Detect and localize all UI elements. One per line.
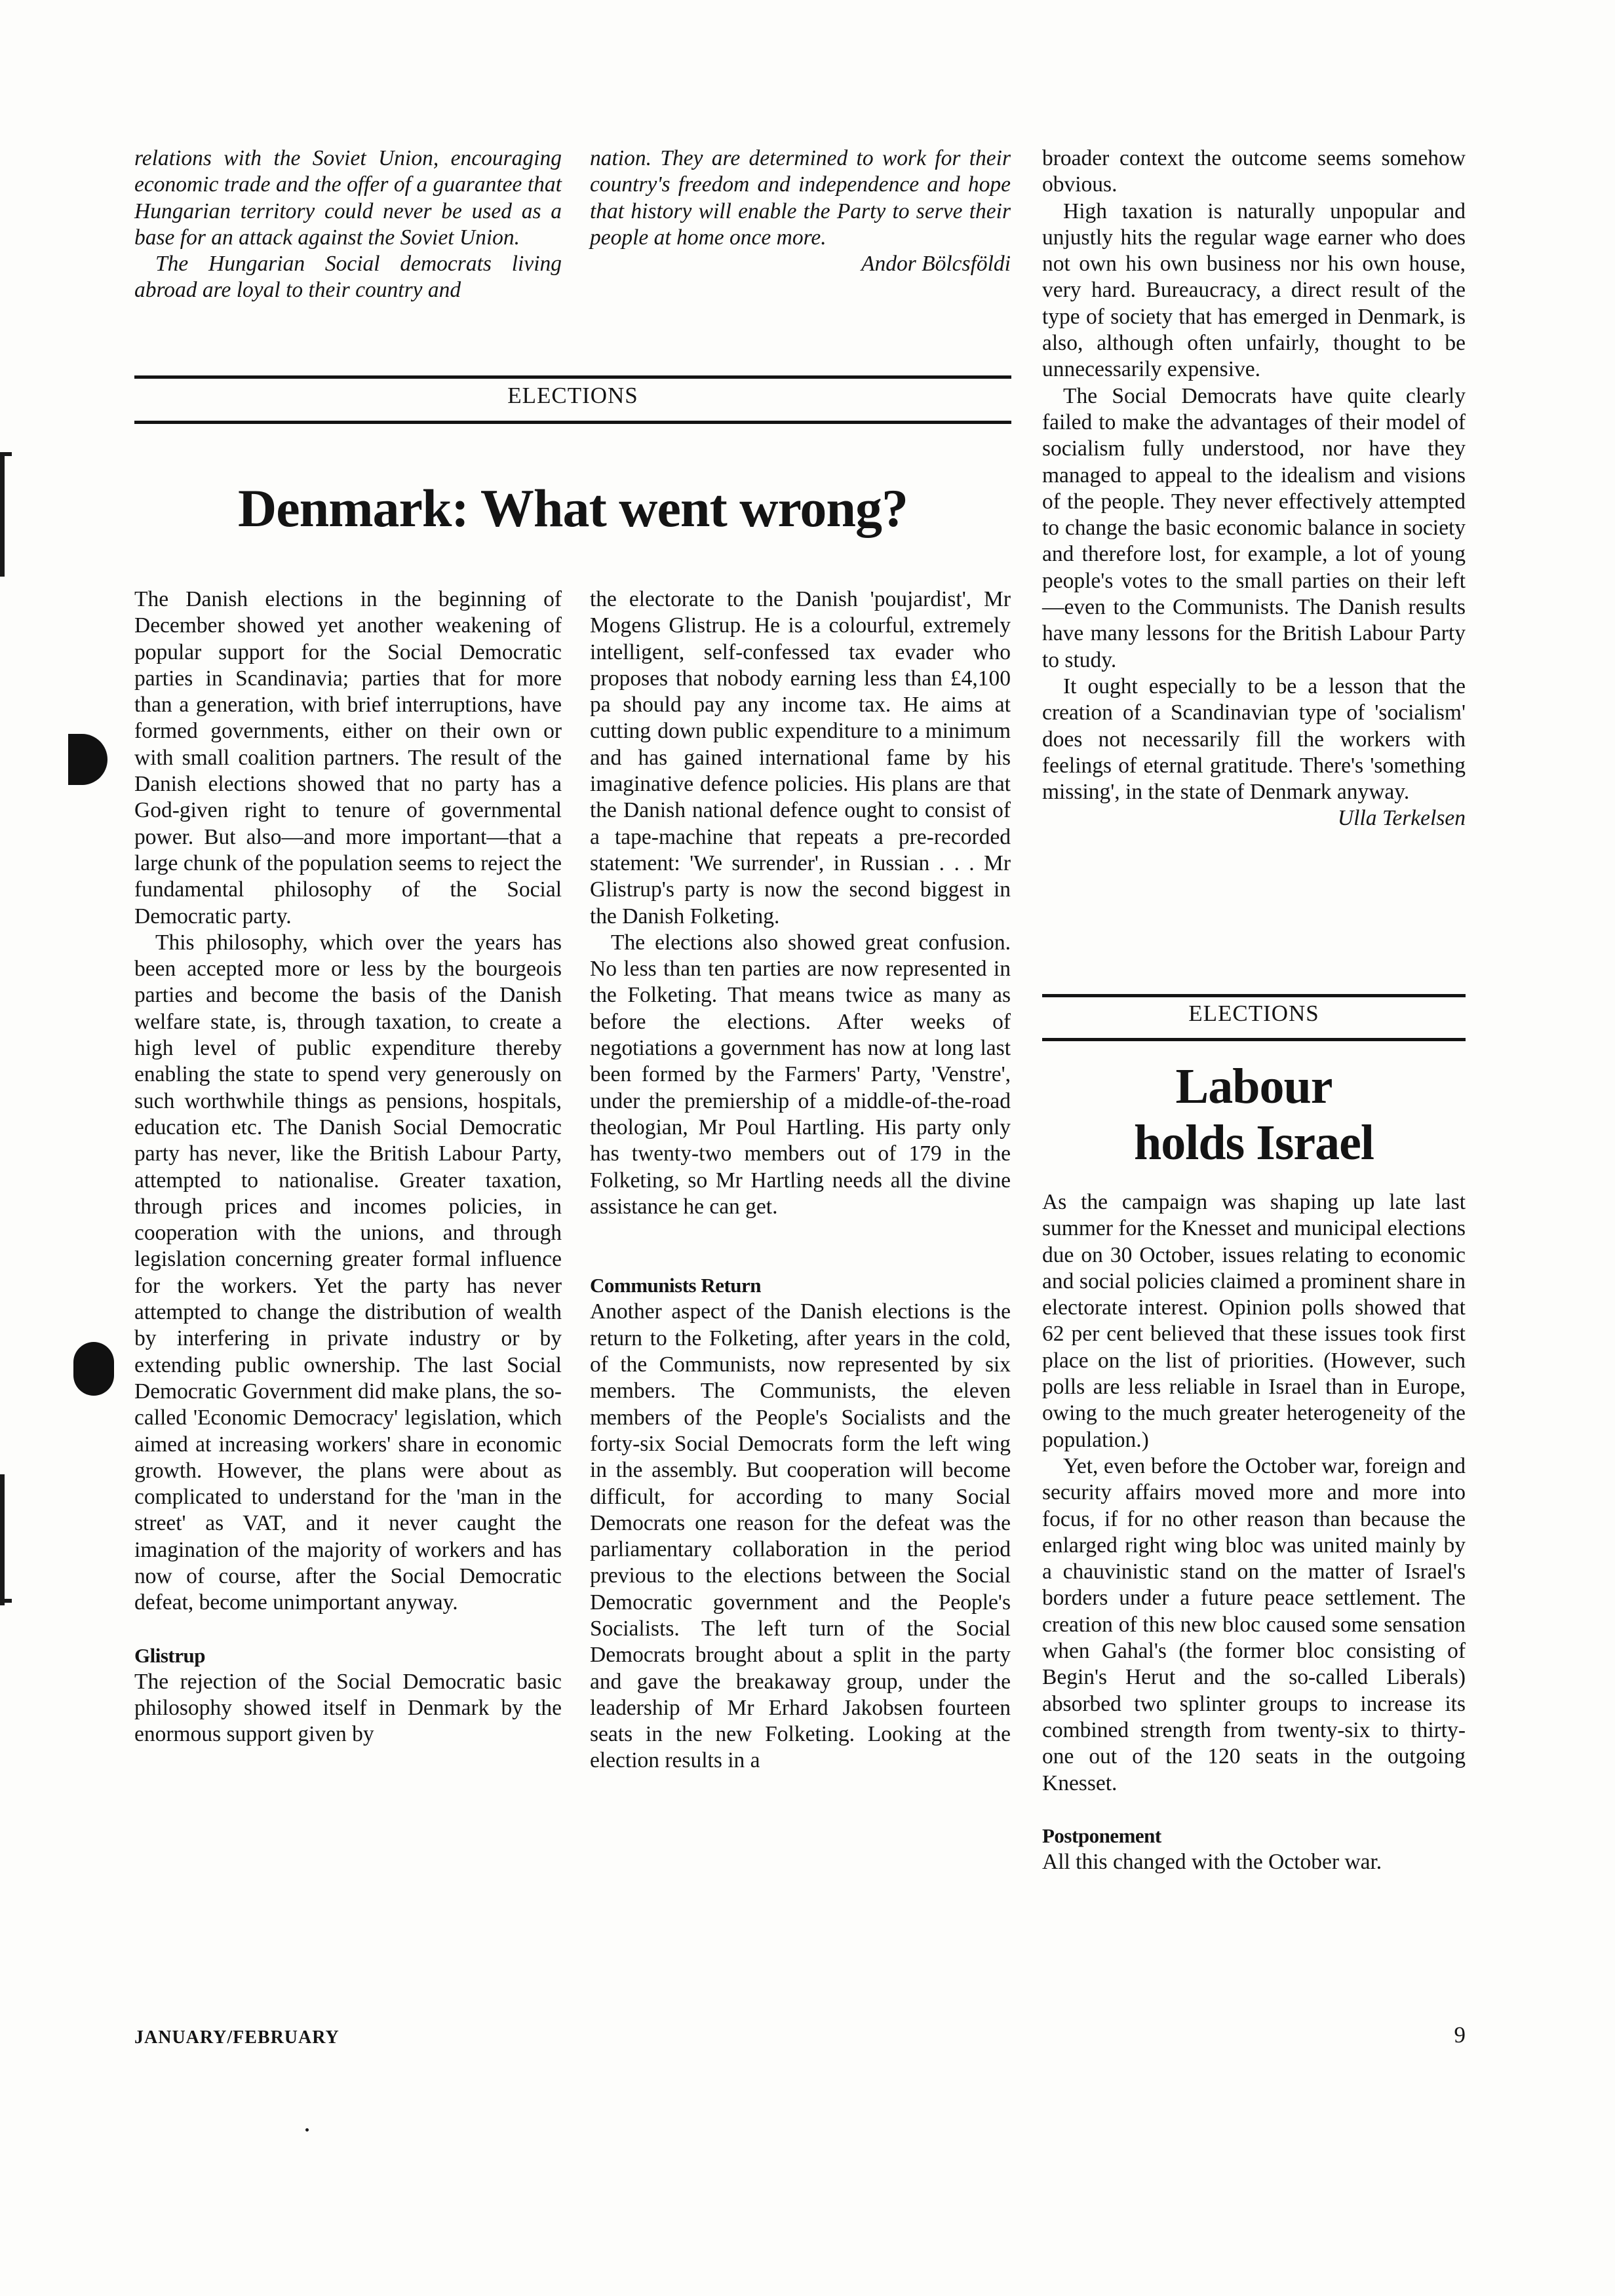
israel-headline-line-1: Labour [1175, 1059, 1333, 1114]
top-column-2 [590, 145, 1011, 277]
top-col2-para-1: nation. They are determined to work for their country's freedom and independence and hope that history will enable the Party to serve their people at home once more. [590, 146, 1011, 250]
binding-tick-bottom [0, 1599, 12, 1603]
israel-rule-bottom [1042, 1038, 1466, 1041]
denmark-rule-bottom [134, 421, 1011, 424]
denmark-headline: Denmark: What went wrong? [237, 478, 908, 538]
denmark-col2-para-3: Another aspect of the Danish elections is the return to the Folketing, after years in the cold, of the Communists, now represented by six members. The Communists, the eleven members of the People's Socialists and the forty-six Social Democrats form the left wing in the assembly. But cooperation will become difficult, for according to many Social Democrats one reason for the defeat was the parliamentary collaboration in the period previous to the elections between the Social Democratic government and the People's Socialists. The left turn of the Social Democrats brought about a split in the party and gave the breakaway group, under the leadership of Mr Erhard Jakobsen fourteen seats in the new Folketing. Looking at the election results in a [590, 1299, 1011, 1773]
top-col1-para-1: relations with the Soviet Union, encouraging economic trade and the offer of a guarantee that Hungarian territory could never be used as a base for an attack against the Soviet Union. [134, 146, 562, 250]
israel-para-3: All this changed with the October war. [1042, 1850, 1382, 1875]
denmark-col2-para-2: The elections also showed great confusion. No less than ten parties are now represented in the Folketing. That means twice as many as before the elections. After weeks of negotiations a government has now at long last been formed by the Farmers' Party, 'Venstre', under the premiership of a middle-of-the-road theologian, Mr Poul Hartling. His party only has twenty-two members out of 179 in the Folketing, so Mr Hartling needs all the divine assistance he can get. [590, 930, 1011, 1219]
denmark-col1-para-3: The rejection of the Social Democratic basic philosophy showed itself in Denmark by the enormous support given by [134, 1669, 562, 1747]
israel-section-label: ELECTIONS [1188, 1001, 1319, 1026]
denmark-column-2 [590, 586, 1011, 1774]
israel-column [1042, 1189, 1466, 1875]
page-number: 9 [1454, 2022, 1466, 2048]
denmark-rule-top [134, 375, 1011, 379]
binding-tick-top [0, 452, 12, 456]
top-column-1 [134, 145, 562, 304]
denmark-col3-para-3: The Social Democrats have quite clearly failed to make the advantages of their model of socialism fully understood, nor have they managed to appeal to the idealism and visions of the people. They never effectively attempted to change the basic economic balance in society and therefore lost, for example, a lot of young people's votes to the small parties on their left—even to the Communists. The Danish results have many lessons for the British Labour Party to study. [1042, 383, 1466, 672]
binding-mark-top [0, 452, 5, 577]
speck [305, 2128, 309, 2132]
denmark-col1-para-1: The Danish elections in the beginning of December showed yet another weakening of popular support for the Social Democratic parties in Scandinavia; parties that for more than a generation, with brief interruptions, have formed governments, either on their own or with small coalition partners. The result of the Danish elections showed that no party has a God-given right to tenure of governmental power. But also—and more important—that a large chunk of the population seems to reject the fundamental philosophy of the Social Democratic party. [134, 587, 562, 928]
israel-headline-line-2: holds Israel [1134, 1115, 1374, 1170]
author-signature-bolcsfoldi: Andor Bölcsföldi [861, 252, 1011, 277]
denmark-col3-para-4: It ought especially to be a lesson that the creation of a Scandinavian type of 'socialism' does not necessarily fill the workers with feelings of eternal gratitude. There's 'something missing', in the state of Denmark anyway. [1042, 674, 1466, 805]
denmark-column-3 [1042, 145, 1466, 832]
top-col1-para-2: The Hungarian Social democrats living abroad are loyal to their country and [134, 252, 562, 303]
punch-hole-bottom [73, 1342, 114, 1396]
israel-headline [1042, 1058, 1466, 1171]
denmark-col3-para-1: broader context the outcome seems somehow obvious. [1042, 146, 1466, 197]
binding-mark-bottom [0, 1474, 5, 1605]
denmark-section-label: ELECTIONS [507, 383, 638, 408]
denmark-col2-para-1: the electorate to the Danish 'poujardist', Mr Mogens Glistrup. He is a colourful, extremely intelligent, self-confessed tax evader who proposes that nobody earning less than £4,100 pa should pay any income tax. He aims at cutting down public expenditure to a minimum and has gained international fame by his imaginative defence policies. His plans are that the Danish national defence ought to consist of a tape-machine that repeats a pre-recorded statement: 'We surrender', in Russian . . . Mr Glistrup's party is now the second biggest in the Danish Folketing. [590, 587, 1011, 928]
israel-rule-top [1042, 994, 1466, 997]
subhead-communists-return: Communists Return [590, 1274, 762, 1297]
author-signature-terkelsen: Ulla Terkelsen [1337, 806, 1466, 831]
issue-footer: JANUARY/FEBRUARY [134, 2027, 340, 2048]
denmark-column-1 [134, 586, 562, 1748]
punch-hole-top [68, 734, 107, 785]
subhead-postponement: Postponement [1042, 1824, 1161, 1847]
subhead-glistrup: Glistrup [134, 1643, 205, 1667]
israel-para-1: As the campaign was shaping up late last summer for the Knesset and municipal elections due on 30 October, issues relating to economic and social policies claimed a prominent share in electorate interest. Opinion polls showed that 62 per cent believed that these issues took first place on the list of priorities. (However, such polls are less reliable in Israel than in Europe, owing to the much greater heterogeneity of the population.) [1042, 1190, 1466, 1452]
denmark-col1-para-2: This philosophy, which over the years has been accepted more or less by the bourgeois parties and become the basis of the Danish welfare state, is, through taxation, to create a high level of public expenditure thereby enabling the state to spend very generously on such worthwhile things as pensions, hospitals, education etc. The Danish Social Democratic party has never, like the British Labour Party, attempted to nationalise. Greater taxation, through prices and incomes policies, in cooperation with the unions, and through legislation concerning greater formal influence for the workers. Yet the party has never attempted to change the distribution of wealth by interfering in private industry or by extending public ownership. The last Social Democratic Government did make plans, the so-called 'Economic Democracy' legislation, which aimed at increasing workers' share in economic growth. However, the plans were about as complicated to understand for the 'man in the street' as VAT, and it never caught the imagination of the majority of workers and has now of course, after the Social Democratic defeat, become unimportant anyway. [134, 930, 562, 1615]
israel-para-2: Yet, even before the October war, foreign and security affairs moved more and more into focus, if for no other reason than because the enlarged right wing bloc was united mainly by a chauvinistic stand on the matter of Israel's borders under a future peace settlement. The creation of this new bloc caused some sensation when Gahal's (the former bloc consisting of Begin's Herut and the so-called Liberals) absorbed two splinter groups to increase its combined strength from twenty-six to thirty-one out of the 120 seats in the outgoing Knesset. [1042, 1453, 1466, 1795]
denmark-col3-para-2: High taxation is naturally unpopular and unjustly hits the regular wage earner who does not own his own business nor his own house, very hard. Bureaucracy, a direct result of the type of society that has emerged in Denmark, is also, although often unfairly, thought to be unnecessarily expensive. [1042, 199, 1466, 382]
